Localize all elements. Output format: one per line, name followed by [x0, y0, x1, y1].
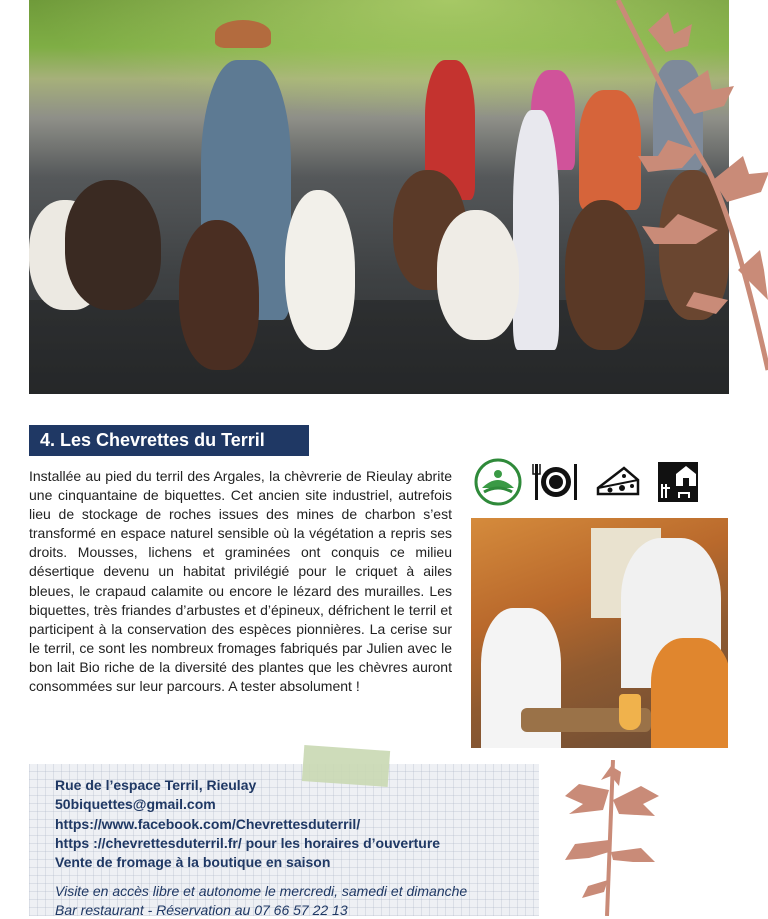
amenity-icons	[474, 458, 694, 506]
branch-decoration-bottom	[555, 760, 665, 916]
nature-label-icon	[474, 458, 522, 506]
cheese-icon	[594, 458, 642, 506]
branch-decoration-top	[578, 0, 768, 390]
contact-details	[55, 776, 535, 872]
facebook-link[interactable]: https://www.facebook.com/Chevrettesduterril/	[55, 815, 535, 834]
restaurant-icon	[532, 458, 580, 506]
description-paragraph: Installée au pied du terril des Argales, la chèvrerie de Rieulay abrite une cinquantaine de biquettes. Cet ancien site industriel, autrefois lieu de stockage de roches issues des mines de charbon s’est transformé en espace naturel sensible où la végétation a repris ses droits. Mousses, lichens et graminées ont conquis ce milieu désertique devenu un habitat privilégié pour le criquet à ailes bleues, le crapaud calamite ou encore le lézard des murailles. Les biquettes, très friandes d’arbustes et d’épineux, défrichent le terril et participent à la conservation des espèces pionnières. La cerise sur le terril, ce sont les nombreux fromages fabriqués par Julien avec le bon lait Bio riche de la diversité des plantes que les chèvres auront consommées sur leur parcours. A tester absolument !	[29, 467, 452, 696]
photo-man-orange	[651, 638, 728, 748]
website-link[interactable]: https ://chevrettesduterril.fr/ pour les horaires d’ouverture	[55, 834, 535, 853]
farm-visit-icon	[654, 458, 702, 506]
photo-child	[513, 110, 559, 350]
email-link[interactable]: 50biquettes@gmail.com	[55, 795, 535, 814]
photo-beer-glass	[619, 694, 641, 730]
shop-info: Vente de fromage à la boutique en saison	[55, 853, 535, 872]
visit-details	[55, 882, 545, 919]
photo-goat-white-right	[437, 210, 519, 340]
photo-goat-white-center	[285, 190, 355, 350]
photo-goat-brown-1	[65, 180, 161, 310]
restaurant-photo	[471, 518, 728, 748]
photo-goat-brown-2	[179, 220, 259, 370]
address: Rue de l’espace Terril, Rieulay	[55, 776, 535, 795]
section-title: 4. Les Chevrettes du Terril	[29, 425, 309, 456]
visit-info: Visite en accès libre et autonome le mercredi, samedi et dimanche	[55, 882, 545, 901]
photo-hat	[215, 20, 271, 48]
restaurant-info: Bar restaurant - Réservation au 07 66 57 22 13	[55, 901, 545, 919]
